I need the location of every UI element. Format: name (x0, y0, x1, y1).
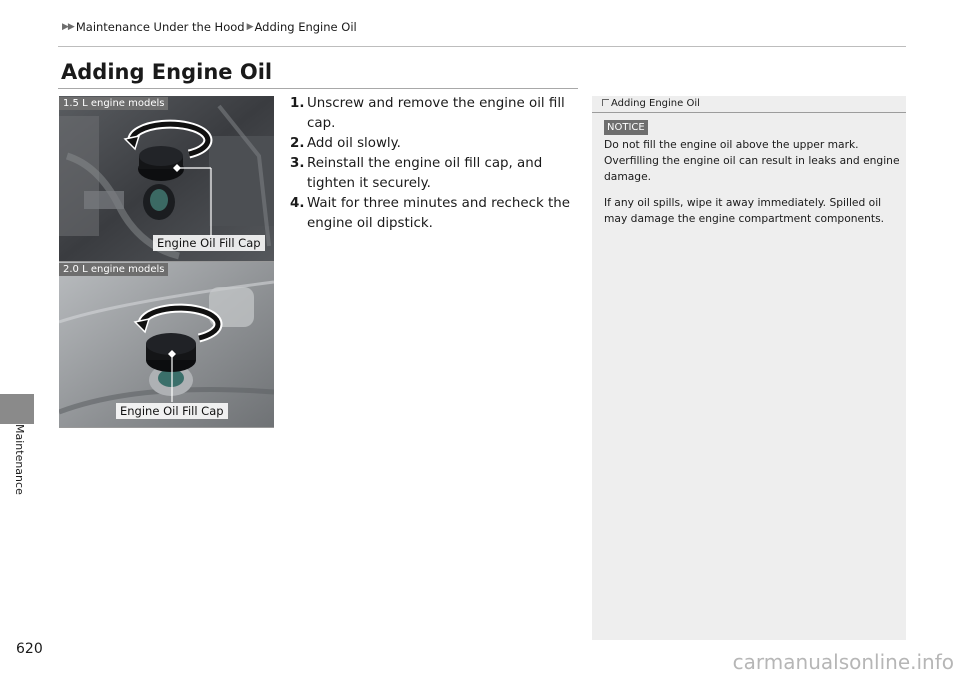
breadcrumb-arrow-icon: ▶ (246, 22, 253, 32)
top-divider (58, 46, 906, 47)
watermark: carmanualsonline.info (732, 650, 954, 674)
step-item: 1. Unscrew and remove the engine oil fill cap. (290, 96, 565, 131)
page-title: Adding Engine Oil (61, 60, 273, 84)
step-item: 3. Reinstall the engine oil fill cap, and tighten it securely. (290, 156, 543, 191)
breadcrumb (62, 20, 357, 34)
title-divider (58, 88, 578, 89)
breadcrumb-item-section[interactable]: Maintenance Under the Hood (75, 20, 245, 34)
notes-body (604, 137, 900, 237)
page-number: 620 (16, 641, 43, 657)
model-label-2-0l: 2.0 L engine models (59, 263, 168, 276)
procedure-steps (290, 94, 582, 234)
figure-1-5l-engine (59, 96, 274, 262)
model-label-1-5l: 1.5 L engine models (59, 97, 168, 110)
step-item: 4. Wait for three minutes and recheck the engine oil dipstick. (290, 196, 570, 231)
section-tab-marker (0, 394, 34, 424)
reference-marker-icon (602, 99, 609, 106)
breadcrumb-item-current[interactable]: Adding Engine Oil (254, 20, 357, 34)
breadcrumb-arrow-icon: ▶▶ (62, 22, 74, 32)
notes-divider (592, 112, 906, 113)
notes-title-text: Adding Engine Oil (611, 98, 700, 109)
notes-panel (592, 96, 906, 640)
notice-badge: NOTICE (604, 120, 648, 135)
notes-paragraph: Do not fill the engine oil above the upper mark. Overfilling the engine oil can result in leaks and engine damage. (604, 138, 900, 183)
figure-2-0l-engine (59, 262, 274, 428)
callout-oil-fill-cap-2: Engine Oil Fill Cap (116, 403, 228, 419)
notes-title[interactable] (602, 98, 700, 109)
notes-paragraph: If any oil spills, wipe it away immediately. Spilled oil may damage the engine compartment components. (604, 196, 885, 225)
step-item: 2. Add oil slowly. (290, 136, 401, 151)
section-side-label: Maintenance (13, 424, 26, 495)
callout-oil-fill-cap-1: Engine Oil Fill Cap (153, 235, 265, 251)
